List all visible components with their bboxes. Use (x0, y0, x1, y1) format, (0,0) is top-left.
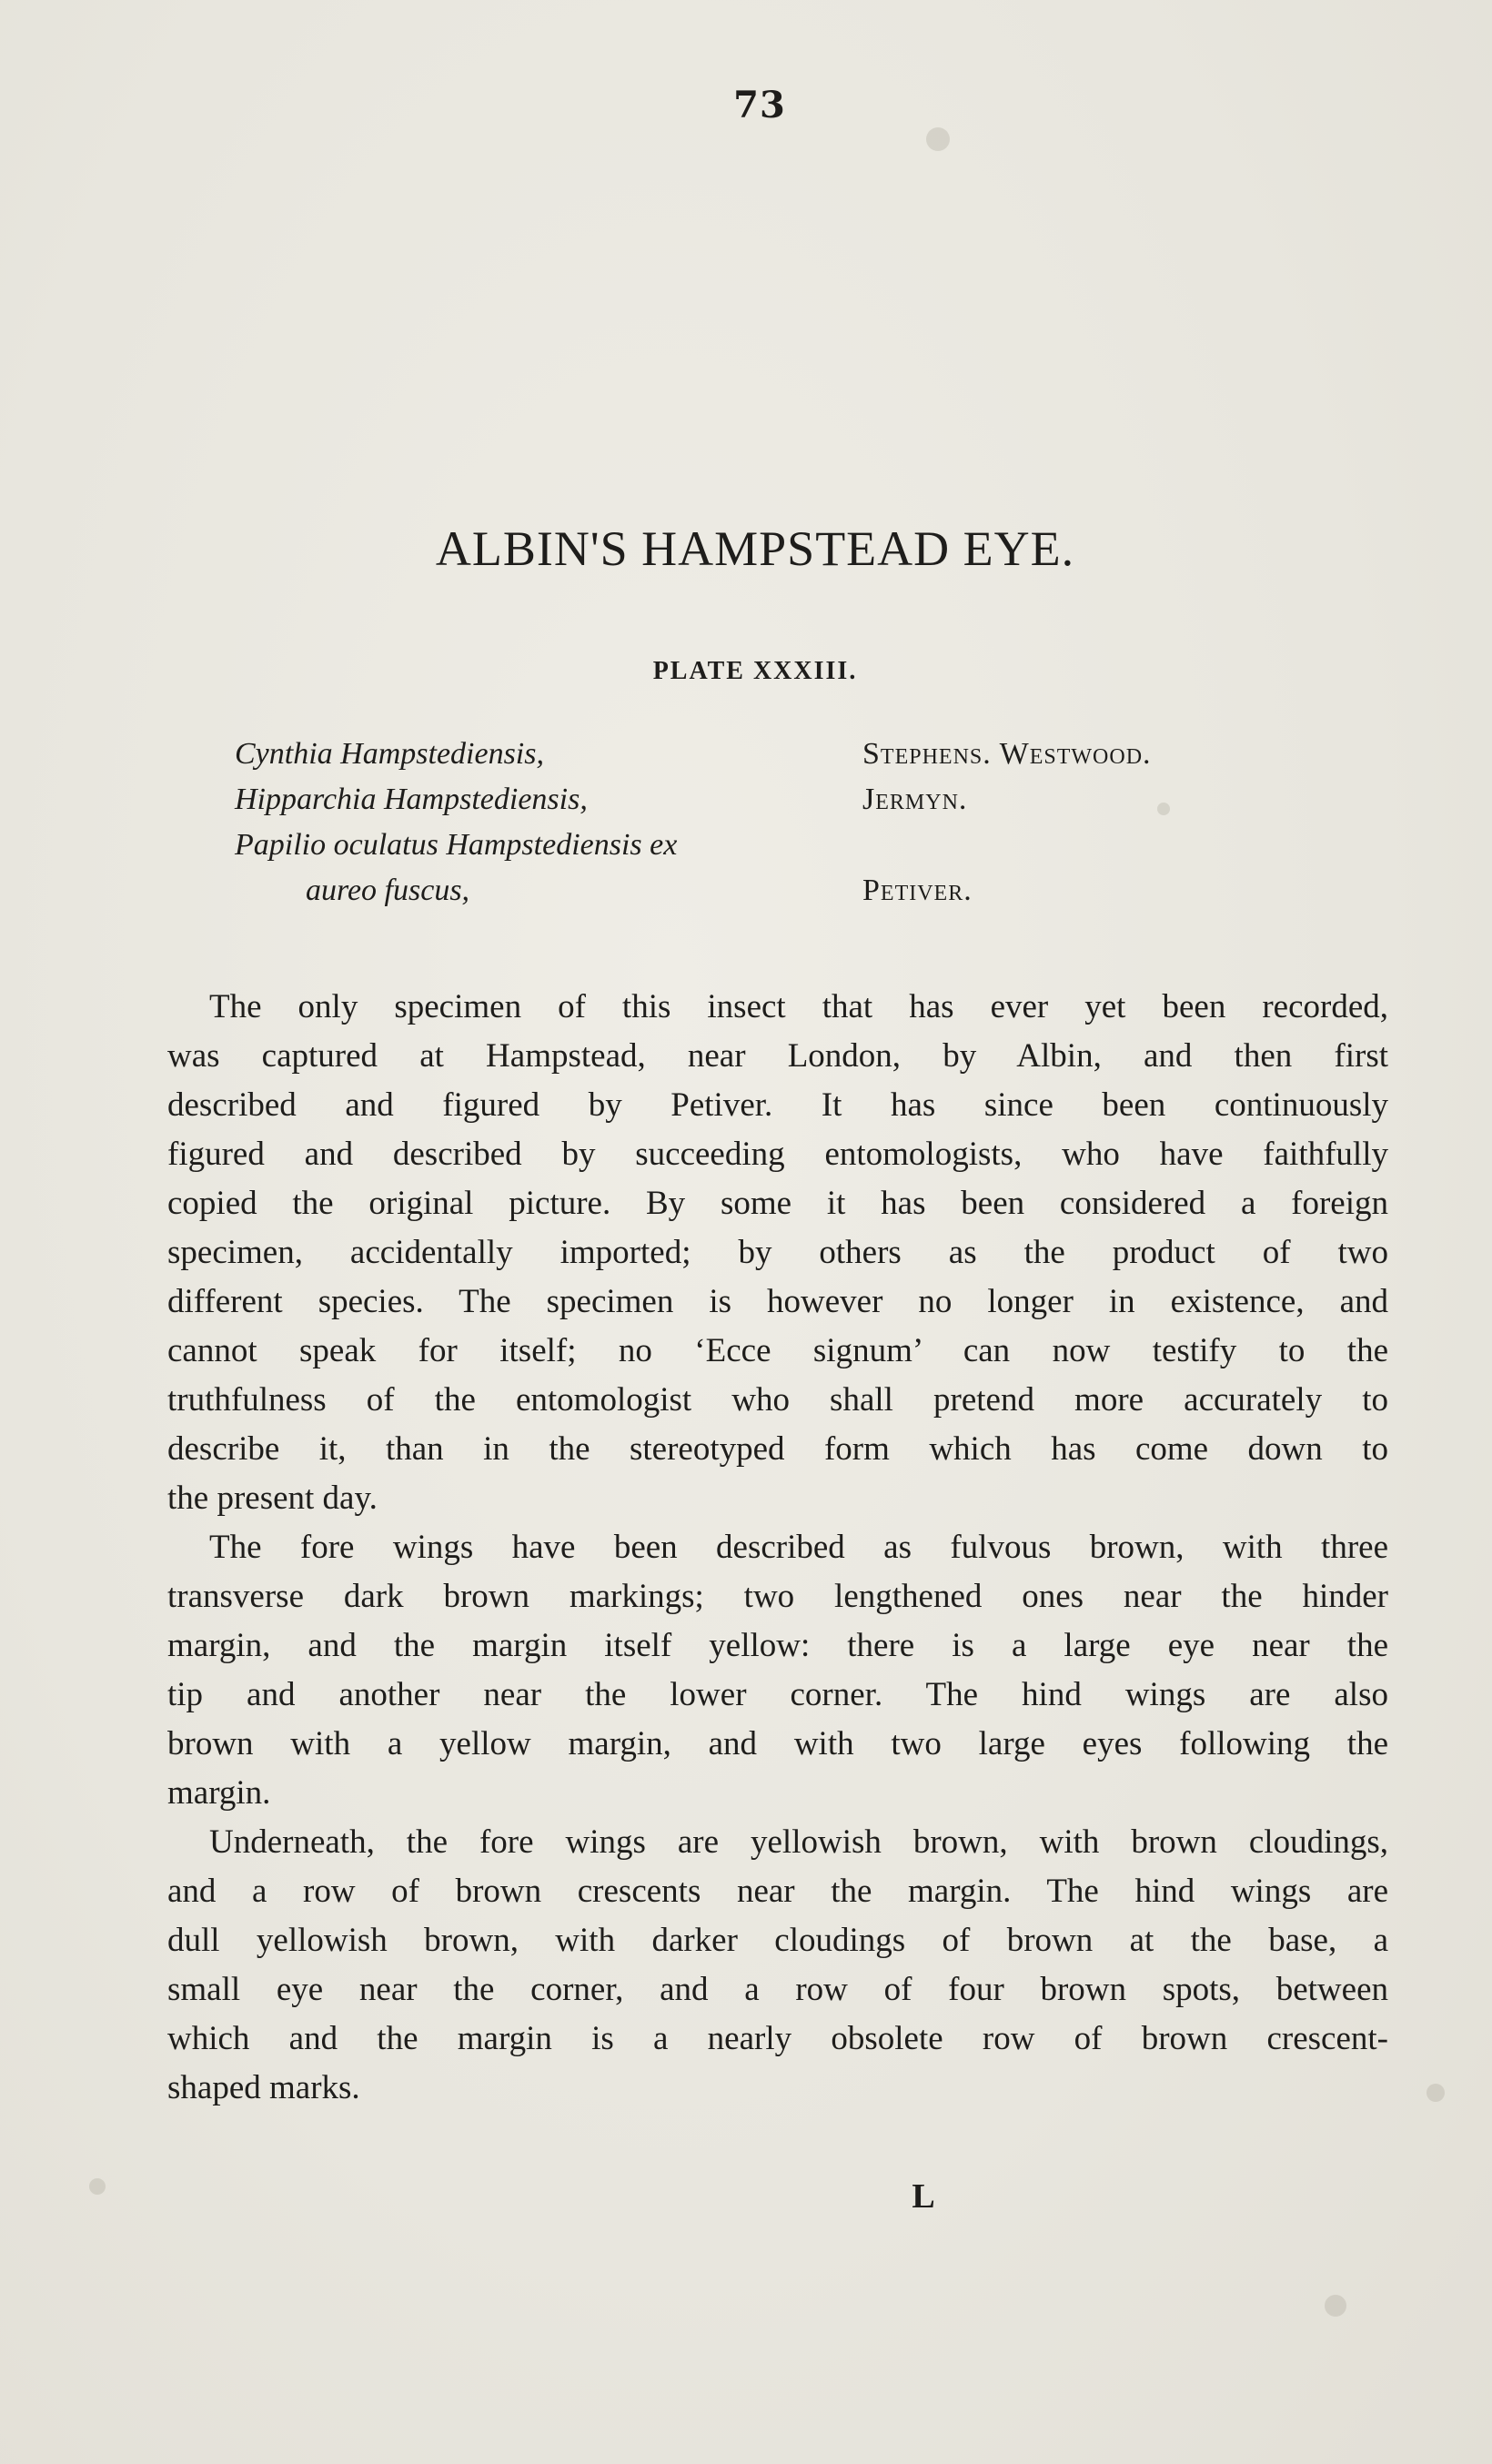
text-line: margin. (167, 1774, 271, 1812)
text-line: margin, and the margin itself yellow: there is a large eye near the (167, 1627, 1388, 1664)
body-text (167, 983, 1388, 2113)
synonym-name: Hipparchia Hampstediensis, (235, 783, 588, 816)
text-line: The fore wings have been described as fulvous brown, with three (209, 1529, 1388, 1566)
text-line: different species. The specimen is however no longer in existence, and (167, 1283, 1388, 1320)
text-line: figured and described by succeeding entomologists, who have faithfully (167, 1136, 1388, 1173)
synonym-list (235, 737, 1308, 919)
page-title: ALBIN'S HAMPSTEAD EYE. (435, 521, 1075, 576)
plate-label: PLATE XXXIII. (652, 657, 858, 685)
text-line: Underneath, the fore wings are yellowish brown, with brown cloudings, (209, 1823, 1388, 1861)
text-line: was captured at Hampstead, near London, by Albin, and then first (167, 1037, 1388, 1075)
synonym-row (235, 828, 1308, 874)
page-number: 73 (733, 84, 786, 126)
text-line: The only specimen of this insect that has ever yet been recorded, (209, 988, 1388, 1025)
text-line: the present day. (167, 1479, 378, 1517)
synonym-name: Papilio oculatus Hampstediensis ex (235, 828, 678, 862)
synonym-name: aureo fuscus, (306, 874, 470, 907)
text-line: describe it, than in the stereotyped form which has come down to (167, 1430, 1388, 1468)
synonym-authority: Stephens. Westwood. (862, 737, 1152, 771)
synonym-authority: Petiver. (862, 874, 973, 907)
paper-spot (1325, 2295, 1346, 2317)
text-line: dull yellowish brown, with darker cloudings of brown at the base, a (167, 1922, 1388, 1959)
text-line: transverse dark brown markings; two lengthened ones near the hinder (167, 1578, 1388, 1615)
synonym-name: Cynthia Hampstediensis, (235, 737, 544, 771)
paragraph (167, 983, 1388, 1523)
text-line: which and the margin is a nearly obsolete row of brown crescent- (167, 2020, 1388, 2057)
text-line: small eye near the corner, and a row of four brown spots, between (167, 1971, 1388, 2008)
text-line: tip and another near the lower corner. The hind wings are also (167, 1676, 1388, 1713)
text-line: and a row of brown crescents near the margin. The hind wings are (167, 1873, 1388, 1910)
text-line: specimen, accidentally imported; by others as the product of two (167, 1234, 1388, 1271)
text-line: shaped marks. (167, 2069, 360, 2106)
text-line: copied the original picture. By some it has been considered a foreign (167, 1185, 1388, 1222)
synonym-authority: Jermyn. (862, 783, 968, 816)
paper-spot (1426, 2084, 1445, 2102)
paper-spot (926, 127, 950, 151)
paragraph (167, 1523, 1388, 1818)
text-line: described and figured by Petiver. It has since been continuously (167, 1086, 1388, 1124)
text-line: truthfulness of the entomologist who shall pretend more accurately to (167, 1381, 1388, 1419)
synonym-row (235, 737, 1308, 783)
synonym-row (235, 783, 1308, 828)
paragraph (167, 1818, 1388, 2113)
text-line: brown with a yellow margin, and with two large eyes following the (167, 1725, 1388, 1762)
synonym-row (235, 874, 1308, 919)
text-line: cannot speak for itself; no ‘Ecce signum’ can now testify to the (167, 1332, 1388, 1369)
signature-mark: L (912, 2177, 935, 2216)
